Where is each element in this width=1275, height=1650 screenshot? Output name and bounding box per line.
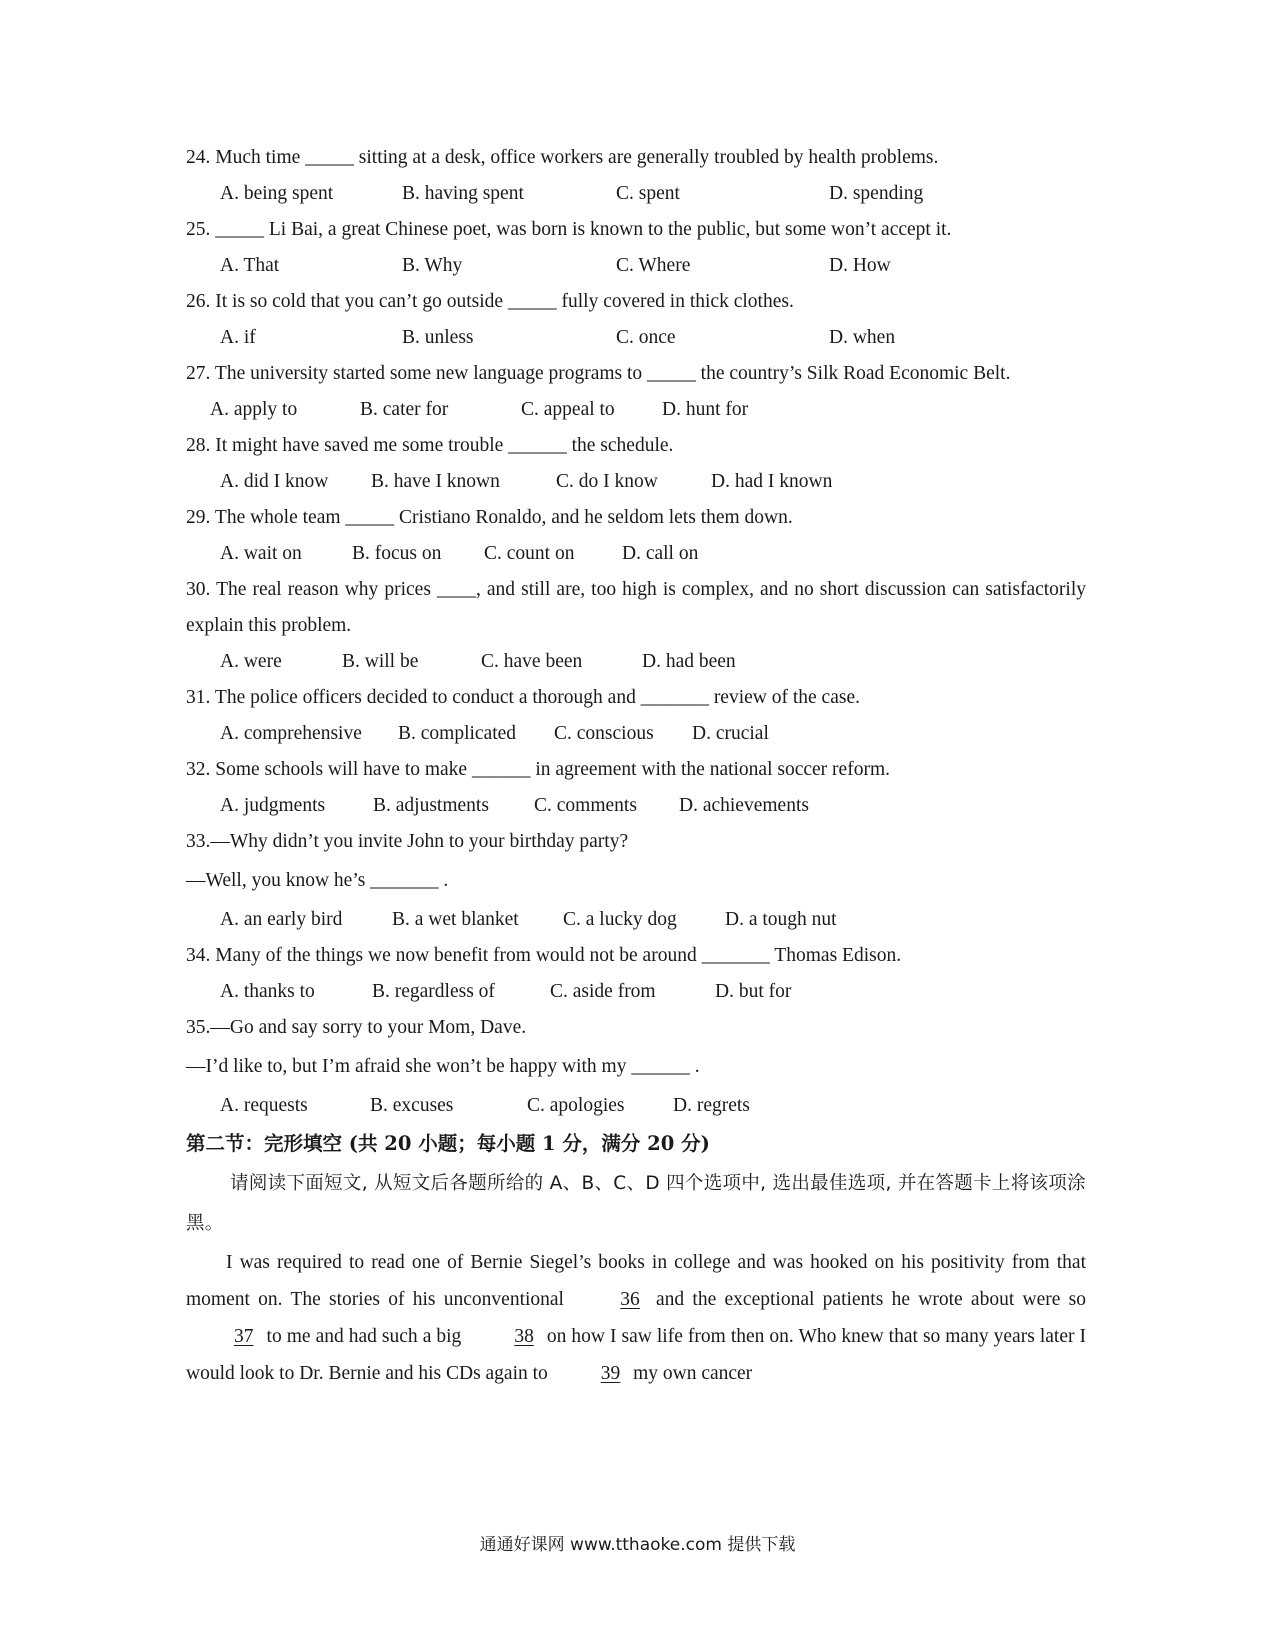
question-34	[186, 938, 1086, 974]
options-32	[186, 788, 1086, 824]
question-stem: Many of the things we now benefit from would not be around _______ Thomas Edison.	[215, 945, 902, 966]
question-28	[186, 428, 1086, 464]
passage-text: on how I saw life from then on. Who knew that so many years later I would look to Dr. Bernie and his CDs again to	[186, 1326, 1086, 1384]
question-stem: The real reason why prices ____, and still are, too high is complex, and no short discussion can satisfactorily explain this problem.	[186, 579, 1087, 636]
passage-text: I was required to read one of Bernie Siegel’s books in college and was hooked on his positivity from that moment on. The stories of his unconventional	[186, 1252, 1086, 1310]
question-stem: The police officers decided to conduct a thorough and _______ review of the case.	[214, 687, 860, 708]
question-32	[186, 752, 1086, 788]
option-b: B. unless	[402, 327, 474, 348]
option-a: A. an early bird	[220, 909, 343, 930]
question-24	[186, 140, 1086, 176]
question-number: 25.	[186, 219, 211, 240]
question-25	[186, 212, 1086, 248]
option-b: B. a wet blanket	[392, 909, 519, 930]
option-b: B. adjustments	[373, 795, 489, 816]
option-c: C. Where	[616, 255, 691, 276]
options-30	[186, 644, 1086, 680]
option-d: D. regrets	[673, 1095, 750, 1116]
option-b: B. Why	[402, 255, 463, 276]
section-instruction: 请阅读下面短文, 从短文后各题所给的 A、B、C、D 四个选项中, 选出最佳选项, 并在答题卡上将该项涂黑。	[186, 1173, 1086, 1234]
option-a: A. comprehensive	[220, 723, 362, 744]
blank-36: 36	[620, 1289, 640, 1310]
question-number: 32.	[186, 759, 211, 780]
dialog-reply: —Well, you know he’s _______ .	[186, 870, 449, 891]
options-24	[186, 176, 1086, 212]
blank-37: 37	[234, 1326, 254, 1347]
option-b: B. will be	[342, 651, 419, 672]
question-30	[186, 572, 1086, 644]
option-a: A. apply to	[210, 399, 298, 420]
blank-39: 39	[600, 1363, 621, 1384]
options-28	[186, 464, 1086, 500]
question-stem: The whole team _____ Cristiano Ronaldo, and he seldom lets them down.	[214, 507, 793, 528]
option-b: B. complicated	[398, 723, 517, 744]
question-stem: Much time _____ sitting at a desk, office workers are generally troubled by health problems.	[215, 147, 939, 168]
option-a: A. requests	[220, 1095, 308, 1116]
option-d: D. call on	[622, 543, 699, 564]
option-b: B. focus on	[352, 543, 442, 564]
options-34	[186, 974, 1086, 1010]
option-d: D. a tough nut	[725, 909, 837, 930]
question-26	[186, 284, 1086, 320]
option-b: B. have I known	[371, 471, 500, 492]
option-d: D. had I known	[711, 471, 833, 492]
question-number: 31.	[186, 687, 211, 708]
question-number: 29.	[186, 507, 211, 528]
option-c: C. do I know	[556, 471, 658, 492]
question-number: 27.	[186, 363, 211, 384]
option-c: C. once	[616, 327, 676, 348]
question-stem: It might have saved me some trouble ______ the schedule.	[215, 435, 674, 456]
question-35	[186, 1010, 1086, 1046]
options-35	[186, 1088, 1086, 1124]
question-stem: —Go and say sorry to your Mom, Dave.	[210, 1017, 527, 1038]
question-number: 24.	[186, 147, 211, 168]
option-d: D. but for	[715, 981, 792, 1002]
exam-page	[186, 140, 1086, 1392]
option-c: C. spent	[616, 183, 680, 204]
question-number: 26.	[186, 291, 211, 312]
option-a: A. wait on	[220, 543, 302, 564]
option-d: D. hunt for	[662, 399, 749, 420]
question-31	[186, 680, 1086, 716]
option-c: C. comments	[534, 795, 637, 816]
option-b: B. excuses	[370, 1095, 454, 1116]
options-27	[186, 392, 1086, 428]
page-footer: 通通好课网 www.tthaoke.com 提供下载	[479, 1535, 796, 1555]
option-a: A. judgments	[220, 795, 326, 816]
question-number: 28.	[186, 435, 211, 456]
option-d: D. when	[829, 327, 896, 348]
question-27	[186, 356, 1086, 392]
question-stem: _____ Li Bai, a great Chinese poet, was born is known to the public, but some won’t accept it.	[215, 219, 952, 240]
option-a: A. being spent	[220, 183, 334, 204]
passage-text: and the exceptional patients he wrote about were so	[647, 1289, 1086, 1310]
options-26	[186, 320, 1086, 356]
question-number: 34.	[186, 945, 211, 966]
question-stem: It is so cold that you can’t go outside _____ fully covered in thick clothes.	[215, 291, 794, 312]
option-d: D. How	[829, 255, 891, 276]
question-stem: The university started some new language programs to _____ the country’s Silk Road Economic Belt.	[214, 363, 1011, 384]
option-a: A. did I know	[220, 471, 329, 492]
options-33	[186, 902, 1086, 938]
options-29	[186, 536, 1086, 572]
option-c: C. aside from	[550, 981, 656, 1002]
blank-38: 38	[514, 1326, 534, 1347]
option-b: B. cater for	[360, 399, 449, 420]
passage-text: to me and had such a big	[261, 1326, 467, 1347]
question-number: 35.	[186, 1017, 211, 1038]
option-d: D. had been	[642, 651, 736, 672]
option-d: D. achievements	[679, 795, 809, 816]
cloze-passage	[186, 1244, 1086, 1392]
question-number: 33.	[186, 831, 211, 852]
option-a: A. were	[220, 651, 282, 672]
option-c: C. have been	[481, 651, 583, 672]
option-c: C. a lucky dog	[563, 909, 677, 930]
question-29	[186, 500, 1086, 536]
option-a: A. That	[220, 255, 280, 276]
question-number: 30.	[186, 579, 211, 600]
passage-text: my own cancer	[628, 1363, 753, 1384]
dialog-reply: —I’d like to, but I’m afraid she won’t be happy with my ______ .	[186, 1056, 700, 1077]
option-c: C. conscious	[554, 723, 654, 744]
option-a: A. if	[220, 327, 256, 348]
option-c: C. apologies	[527, 1095, 625, 1116]
option-d: D. crucial	[692, 723, 769, 744]
option-c: C. appeal to	[521, 399, 615, 420]
question-stem: Some schools will have to make ______ in agreement with the national soccer reform.	[215, 759, 890, 780]
option-c: C. count on	[484, 543, 575, 564]
option-a: A. thanks to	[220, 981, 315, 1002]
option-d: D. spending	[829, 183, 924, 204]
option-b: B. regardless of	[372, 981, 495, 1002]
options-31	[186, 716, 1086, 752]
question-33	[186, 824, 1086, 860]
question-stem: —Why didn’t you invite John to your birthday party?	[210, 831, 629, 852]
options-25	[186, 248, 1086, 284]
option-b: B. having spent	[402, 183, 524, 204]
section-heading: 第二节：完形填空 (共 20 小题；每小题 1 分，满分 20 分)	[186, 1132, 710, 1155]
